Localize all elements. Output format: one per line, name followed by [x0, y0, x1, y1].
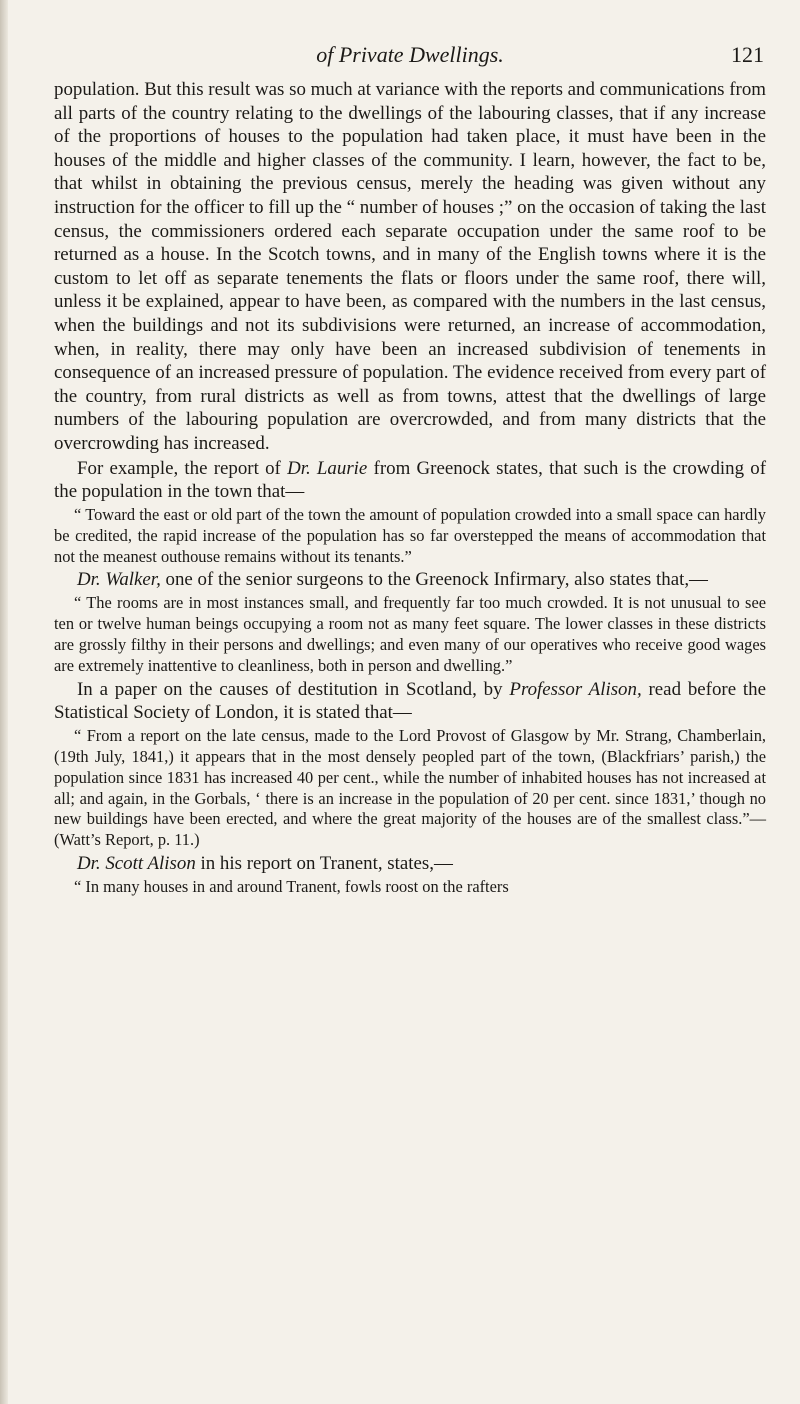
- name-alison: Professor Alison,: [509, 678, 642, 700]
- paragraph-census: population. But this result was so much at variance with the reports and communications from all parts of the country relating to the dwellings of the labouring classes, that if any increase of the proportions of houses to the population had taken place, it must have been in the houses of the middle and higher classes of the community. I learn, however, the fact to be, that whilst in obtaining the previous census, merely the heading was given without any instruction for the officer to fill up the “ number of houses ;” on the occasion of taking the last census, the commissioners ordered each separate occupation under the same roof to be returned as a house. In the Scotch towns, and in many of the English towns where it is the custom to let off as separate tenements the flats or floors under the same roof, there will, unless it be explained, appear to have been, as compared with the numbers in the last census, when the buildings and not its subdivisions were returned, an increase of accommodation, when, in reality, there may only have been an increased subdivision of tenements in consequence of an increased pressure of population. The evidence received from every part of the country, from rural districts as well as from towns, attest that the dwellings of large numbers of the labouring population are overcrowded, and from many districts that the overcrowding has increased.: [54, 79, 766, 454]
- quote-laurie: “ Toward the east or old part of the town the amount of population crowded into a small space can hardly be credited, the rapid increase of the population has so far overstepped the means of accommodation that not the meanest outhouse remains without its tenants.”: [54, 504, 766, 566]
- quote-tranent: “ In many houses in and around Tranent, fowls roost on the rafters: [74, 876, 509, 896]
- name-laurie: Dr. Laurie: [287, 457, 368, 479]
- text: in his report on Tranent, states,—: [195, 853, 453, 875]
- quote-walker: “ The rooms are in most instances small, and frequently far too much crowded. It is not unusual to see ten or twelve human beings occupying a room not as many feet square. The lower classes in these districts are grossly filthy in their persons and dwellings; and even many of our operatives who receive good wages are extremely inattentive to cleanliness, both in person and dwelling.”: [54, 593, 766, 675]
- running-title: of Private Dwellings.: [316, 42, 504, 67]
- book-page: [54, 42, 766, 899]
- text: read before the Statistical Society of London, it is stated that—: [54, 678, 766, 724]
- quote-strang-report: “ From a report on the late census, made to the Lord Provost of Glasgow by Mr. Strang, Chamberlain, (19th July, 1841,) it appears that in the most densely peopled part of the town, (Blackfriars’ parish,) the population since 1831 has increased 40 per cent., while the number of inhabited houses has not increased at all; and again, in the Gorbals, ‘ there is an increase in the population of 20 per cent. since 1831,’ though no new buildings have been erected, and where the great majority of the houses are of the smallest class.”—(Watt’s Report, p. 11.): [54, 725, 766, 850]
- text: For example, the report of: [77, 457, 288, 479]
- paragraph-scott-alison: [54, 852, 766, 876]
- running-head: [54, 42, 766, 78]
- paragraph-laurie: [54, 457, 766, 504]
- name-scott-alison: Dr. Scott Alison: [77, 853, 196, 875]
- text: from Greenock states, that such is the crowding of the population in the town that—: [54, 457, 766, 503]
- paragraph-alison: [54, 678, 766, 725]
- page-edge-shadow: [0, 0, 8, 1404]
- text: one of the senior surgeons to the Greenock Infirmary, also states that,—: [160, 569, 708, 591]
- page-number: 121: [731, 42, 764, 67]
- text: In a paper on the causes of destitution in Scotland, by: [77, 678, 510, 700]
- paragraph-walker: [54, 568, 766, 592]
- name-walker: Dr. Walker,: [77, 569, 161, 591]
